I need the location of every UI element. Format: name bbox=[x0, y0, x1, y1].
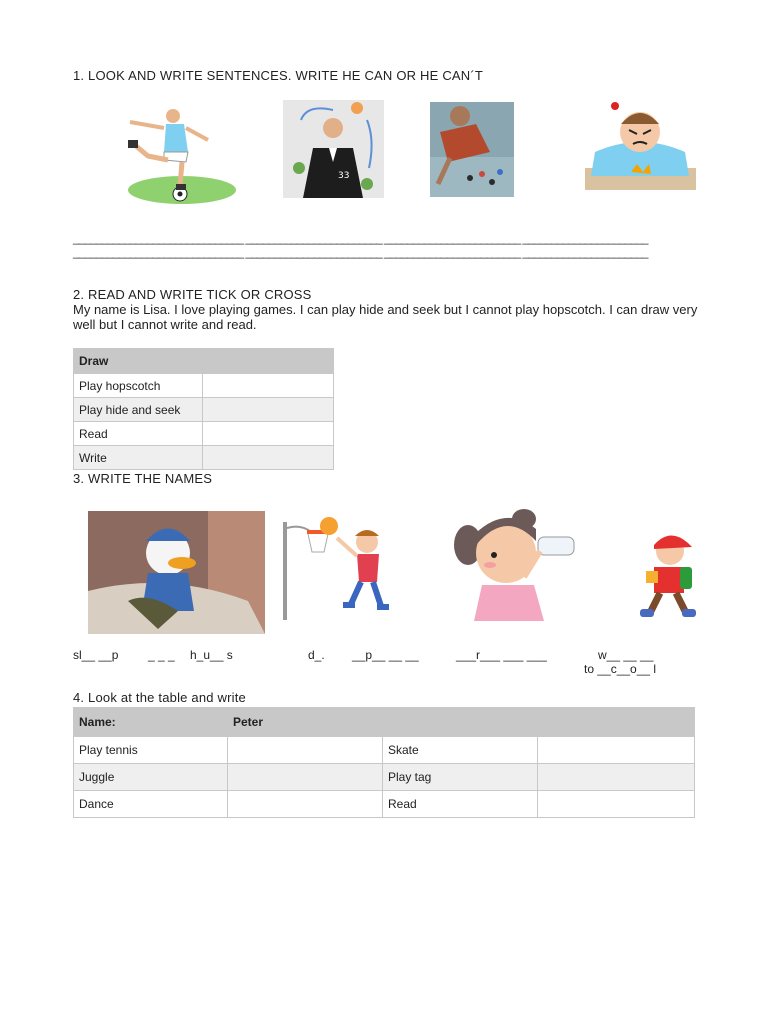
juggler-image bbox=[283, 100, 384, 198]
table-row bbox=[74, 374, 334, 398]
activity-right: Play tag bbox=[383, 764, 538, 791]
name-value: Peter bbox=[228, 708, 695, 737]
name-blank-2[interactable]: _ _ _ bbox=[148, 648, 175, 662]
activity-left: Dance bbox=[74, 791, 228, 818]
answer-cell[interactable] bbox=[203, 398, 334, 422]
name-blank-d[interactable]: d_. bbox=[308, 648, 325, 662]
boy-walking-to-school-image bbox=[632, 527, 698, 620]
name-blank-drink[interactable]: ___r___ ___ ___ bbox=[456, 648, 547, 662]
table-row bbox=[74, 764, 695, 791]
row-label: Play hide and seek bbox=[74, 398, 203, 422]
peter-table bbox=[73, 707, 695, 818]
name-blank-play[interactable]: __p__ __ __ bbox=[352, 648, 419, 662]
table-row bbox=[74, 398, 334, 422]
activity-left: Juggle bbox=[74, 764, 228, 791]
answer-lines-row-2[interactable]: ______________________________ ________________________ ________________________ ______________________ bbox=[73, 245, 648, 259]
activity-left: Play tennis bbox=[74, 737, 228, 764]
name-label: Name: bbox=[74, 708, 228, 737]
section-3-heading: 3. WRITE THE NAMES bbox=[73, 471, 213, 486]
soccer-player-image bbox=[108, 100, 248, 215]
table-row bbox=[74, 737, 695, 764]
row-label: Write bbox=[74, 446, 203, 470]
row-label: Play hopscotch bbox=[74, 374, 203, 398]
answer-cell[interactable] bbox=[538, 764, 695, 791]
basketball-image bbox=[281, 510, 395, 620]
name-blank-sleep[interactable]: sl__ __p bbox=[73, 648, 119, 662]
marbles-player-image bbox=[430, 102, 514, 197]
table-row bbox=[74, 791, 695, 818]
activity-right: Skate bbox=[383, 737, 538, 764]
lisa-paragraph: My name is Lisa. I love playing games. I can play hide and seek but I cannot play hopscotch. I can draw very well but I cannot write and read. bbox=[73, 302, 698, 332]
answer-cell[interactable] bbox=[538, 737, 695, 764]
name-blank-to-school[interactable]: to __c__o__ l bbox=[584, 662, 657, 676]
section-4-heading: 4. Look at the table and write bbox=[73, 690, 246, 705]
table-row bbox=[74, 446, 334, 470]
tick-cross-table bbox=[73, 348, 334, 470]
angry-boy-image bbox=[585, 102, 696, 190]
row-label: Read bbox=[74, 422, 203, 446]
name-blank-house[interactable]: h_u__ s bbox=[190, 648, 233, 662]
answer-cell[interactable] bbox=[228, 737, 383, 764]
section-1-heading: 1. LOOK AND WRITE SENTENCES. WRITE HE CAN OR HE CAN´T bbox=[73, 68, 484, 83]
answer-lines-row-1[interactable]: ______________________________ ________________________ ________________________ ______________________ bbox=[73, 231, 648, 245]
answer-cell[interactable] bbox=[538, 791, 695, 818]
name-blank-walk[interactable]: w__ __ __ bbox=[598, 648, 654, 662]
sleeping-duck-image bbox=[88, 511, 265, 634]
table-header-draw: Draw bbox=[74, 349, 334, 374]
answer-cell[interactable] bbox=[203, 446, 334, 470]
table-row bbox=[74, 422, 334, 446]
answer-cell[interactable] bbox=[228, 791, 383, 818]
answer-cell[interactable] bbox=[203, 374, 334, 398]
section-2-heading: 2. READ AND WRITE TICK OR CROSS bbox=[73, 287, 312, 302]
answer-cell[interactable] bbox=[203, 422, 334, 446]
activity-right: Read bbox=[383, 791, 538, 818]
answer-cell[interactable] bbox=[228, 764, 383, 791]
girl-drinking-image bbox=[450, 505, 578, 621]
svg-text:33: 33 bbox=[338, 171, 350, 181]
